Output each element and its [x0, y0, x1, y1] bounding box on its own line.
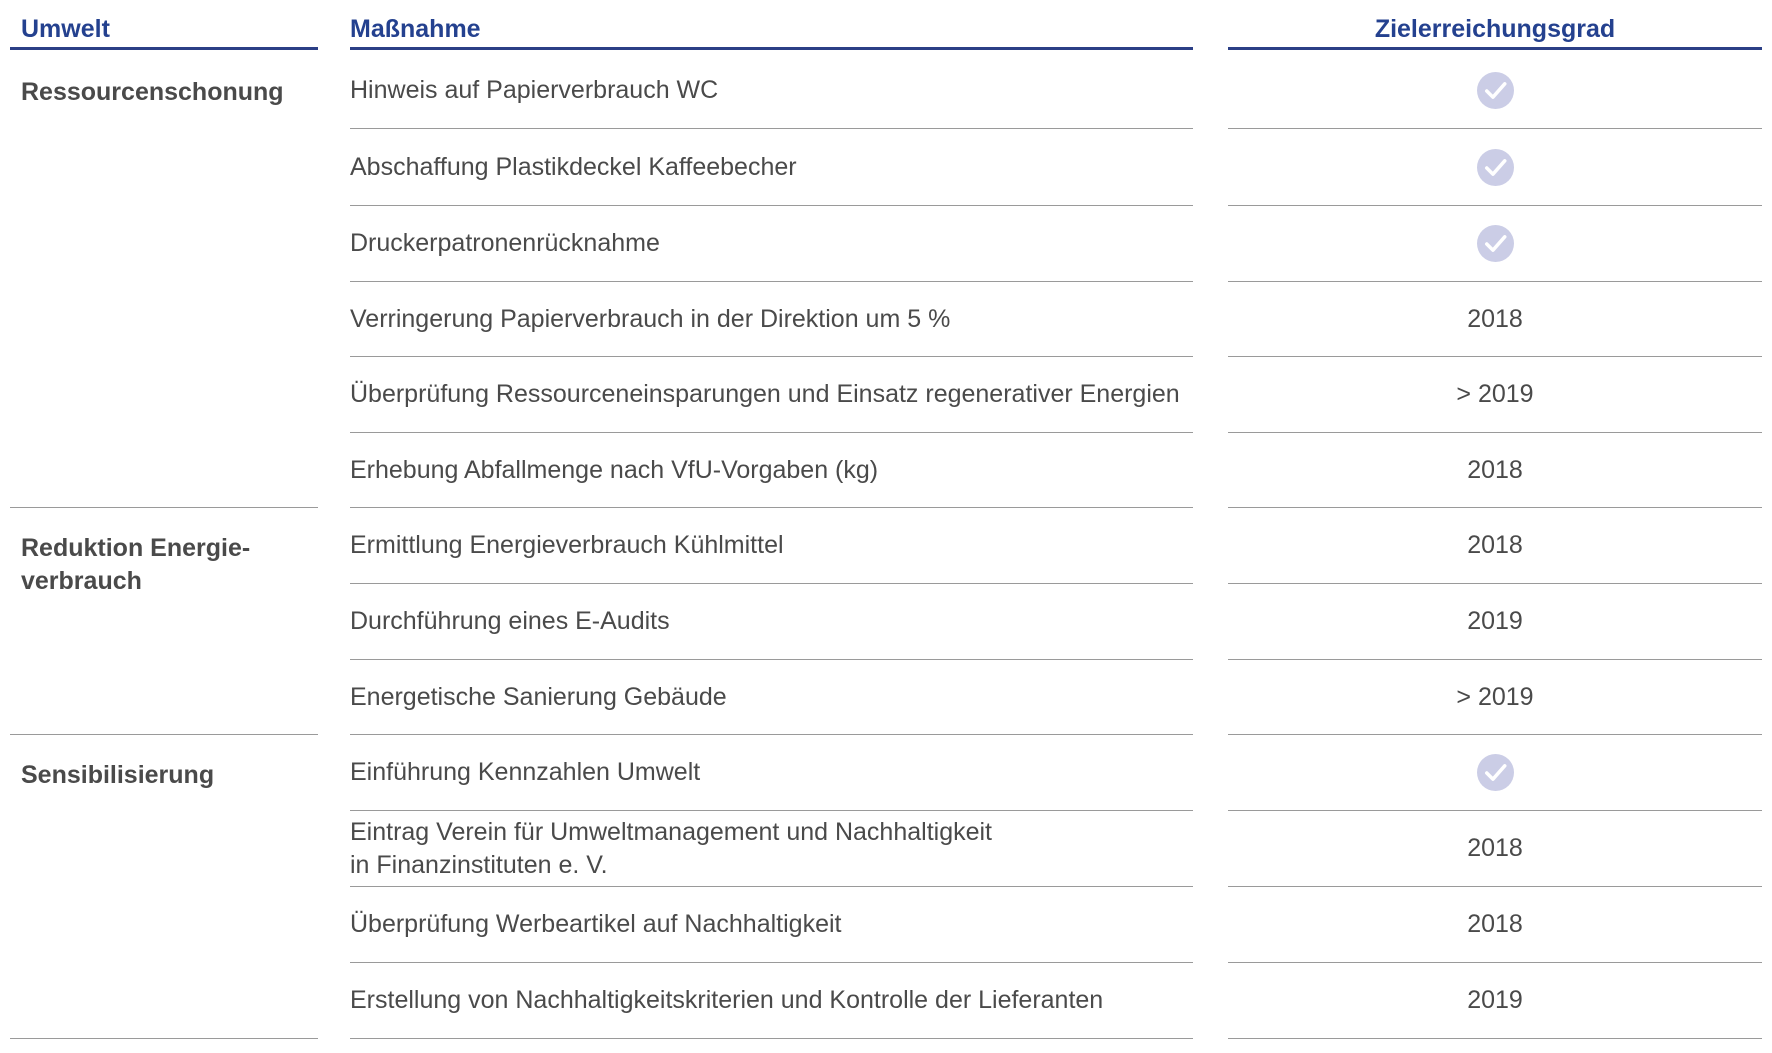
- zielerreichungsgrad-value: 2018: [1467, 910, 1523, 938]
- table-row-zielerreichungsgrad: [1228, 811, 1762, 887]
- massnahme-text: Energetische Sanierung Gebäude: [350, 682, 727, 711]
- massnahme-text: Einführung Kennzahlen Umwelt: [350, 758, 701, 786]
- zielerreichungsgrad-value: 2018: [1467, 455, 1523, 484]
- table-row-massnahme: [350, 811, 1193, 887]
- group-label: Sensibilisierung: [21, 761, 215, 789]
- table-row-zielerreichungsgrad: [1228, 660, 1762, 735]
- zielerreichungsgrad-value: 2018: [1467, 531, 1523, 559]
- group-label: Ressourcenschonung: [21, 78, 284, 106]
- table-row-zielerreichungsgrad: [1228, 129, 1762, 206]
- table-row-zielerreichungsgrad: [1228, 52, 1762, 129]
- massnahme-text: Überprüfung Werbeartikel auf Nachhaltigkeit: [350, 910, 842, 938]
- zielerreichungsgrad-value: 2018: [1467, 834, 1523, 862]
- column-header-massnahme-label: Maßnahme: [350, 15, 481, 43]
- massnahme-text: Erstellung von Nachhaltigkeitskriterien und Kontrolle der Lieferanten: [350, 986, 1104, 1014]
- table-row-massnahme: [350, 887, 1193, 963]
- column-header-massnahme: [350, 0, 1193, 50]
- table-row-massnahme: [350, 584, 1193, 660]
- table-row-massnahme: [350, 963, 1193, 1039]
- check-icon: [1477, 72, 1514, 109]
- zielerreichungsgrad-value: 2018: [1467, 304, 1523, 333]
- zielerreichungsgrad-value: 2019: [1467, 607, 1523, 635]
- group-label: Reduktion Energie- verbrauch: [21, 534, 251, 595]
- table-row-zielerreichungsgrad: [1228, 887, 1762, 963]
- group-sensibilisierung: [10, 735, 318, 1039]
- table-row-massnahme: [350, 508, 1193, 584]
- table-row-massnahme: [350, 660, 1193, 735]
- table-row-zielerreichungsgrad: [1228, 206, 1762, 282]
- table-row-massnahme: [350, 735, 1193, 811]
- zielerreichungsgrad-value: > 2019: [1456, 682, 1534, 711]
- table-row-zielerreichungsgrad: [1228, 508, 1762, 584]
- table-row-massnahme: [350, 357, 1193, 433]
- zielerreichungsgrad-value: 2019: [1467, 986, 1523, 1014]
- check-icon: [1477, 149, 1514, 186]
- table-row-zielerreichungsgrad: [1228, 584, 1762, 660]
- massnahme-text: Druckerpatronenrücknahme: [350, 229, 660, 257]
- group-reduktion-energieverbrauch: [10, 508, 318, 735]
- table-row-zielerreichungsgrad: [1228, 735, 1762, 811]
- table-row-zielerreichungsgrad: [1228, 433, 1762, 508]
- column-header-zielerreichungsgrad-label: Zielerreichungsgrad: [1374, 15, 1616, 43]
- check-icon: [1477, 754, 1514, 791]
- table-row-zielerreichungsgrad: [1228, 357, 1762, 433]
- check-icon: [1477, 225, 1514, 262]
- massnahme-text: Überprüfung Ressourceneinsparungen und Einsatz regenerativer Energien: [350, 380, 1180, 408]
- massnahme-text: Durchführung eines E-Audits: [350, 607, 670, 635]
- column-header-umwelt: [10, 0, 318, 50]
- zielerreichungsgrad-value: > 2019: [1456, 380, 1534, 408]
- massnahme-text: Abschaffung Plastikdeckel Kaffeebecher: [350, 152, 797, 181]
- table-row-massnahme: [350, 282, 1193, 357]
- table-row-massnahme: [350, 52, 1193, 129]
- column-header-umwelt-label: Umwelt: [21, 15, 110, 43]
- massnahme-text: Hinweis auf Papierverbrauch WC: [350, 75, 719, 104]
- massnahme-text: Verringerung Papierverbrauch in der Direktion um 5 %: [350, 304, 951, 333]
- column-header-zielerreichungsgrad: [1228, 0, 1762, 50]
- table-row-massnahme: [350, 129, 1193, 206]
- table-row-massnahme: [350, 433, 1193, 508]
- massnahme-text: Ermittlung Energieverbrauch Kühlmittel: [350, 531, 784, 559]
- table-row-zielerreichungsgrad: [1228, 282, 1762, 357]
- massnahme-text: Eintrag Verein für Umweltmanagement und Nachhaltigkeit in Finanzinstituten e. V.: [350, 817, 993, 879]
- table-row-zielerreichungsgrad: [1228, 963, 1762, 1039]
- table-row-massnahme: [350, 206, 1193, 282]
- group-ressourcenschonung: [10, 52, 318, 508]
- massnahme-text: Erhebung Abfallmenge nach VfU-Vorgaben (kg): [350, 455, 879, 484]
